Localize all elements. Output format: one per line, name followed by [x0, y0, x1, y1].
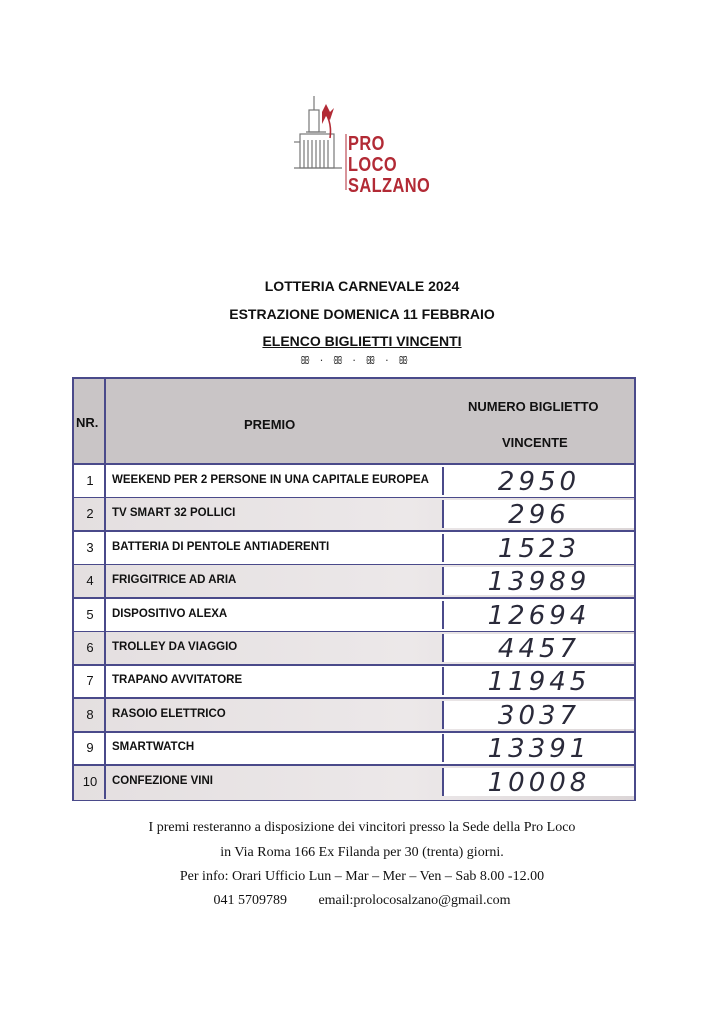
prize-name: TV SMART 32 POLLICI	[112, 507, 236, 520]
ticket-cell	[442, 500, 634, 531]
ticket-cell	[442, 601, 634, 629]
winners-list-title: ELENCO BIGLIETTI VINCENTI	[262, 333, 462, 349]
table-row	[74, 632, 634, 666]
winning-ticket-number: 2950	[497, 467, 581, 497]
winners-table	[72, 377, 636, 801]
winning-ticket-number: 11945	[487, 667, 591, 698]
winning-ticket-number: 4457	[497, 634, 581, 664]
row-number: 10	[82, 773, 98, 789]
table-row	[74, 498, 634, 532]
row-number: 8	[86, 706, 94, 722]
logo-line-2: SALZANO	[348, 175, 431, 197]
header-ticket-line1: NUMERO BIGLIETTO	[468, 399, 599, 414]
table-row	[74, 565, 634, 599]
prize-name: RASOIO ELETTRICO	[112, 707, 226, 720]
prize-name: TROLLEY DA VIAGGIO	[112, 641, 238, 653]
ticket-cell	[442, 701, 634, 729]
prize-name: FRIGGITRICE AD ARIA	[112, 574, 237, 587]
row-number: 9	[86, 740, 94, 756]
table-row	[74, 465, 634, 499]
ticket-cell	[442, 534, 634, 562]
prize-name: WEEKEND PER 2 PERSONE IN UNA CAPITALE EUROPEA	[112, 474, 429, 486]
footer-note: I premi resteranno a disposizione dei vincitori presso la Sede della Pro Loco	[148, 820, 576, 835]
ticket-cell	[442, 667, 634, 698]
table-row	[74, 599, 634, 633]
header-ticket-line2: VINCENTE	[502, 435, 568, 450]
row-number: 3	[86, 539, 94, 555]
email-address: email:prolocosalzano@gmail.com	[318, 893, 511, 908]
table-row	[74, 665, 634, 699]
ticket-cell	[442, 567, 634, 598]
table-row	[74, 532, 634, 566]
winning-ticket-number: 13989	[487, 567, 591, 598]
prize-name: CONFEZIONE VINI	[112, 774, 213, 787]
winning-ticket-number: 13391	[487, 734, 591, 765]
row-number: 5	[86, 606, 94, 622]
winning-ticket-number: 10008	[487, 767, 591, 798]
draw-date: ESTRAZIONE DOMENICA 11 FEBBRAIO	[229, 306, 495, 322]
prize-name: TRAPANO AVVITATORE	[112, 674, 243, 687]
table-row	[74, 699, 634, 733]
row-number: 2	[86, 506, 94, 522]
winning-ticket-number: 1523	[497, 533, 581, 564]
logo-line-1: PRO LOCO	[348, 133, 398, 176]
row-number: 1	[86, 473, 94, 488]
tower-icon	[286, 94, 348, 194]
prize-name: DISPOSITIVO ALEXA	[112, 607, 228, 620]
phone-number: 041 5709789	[213, 893, 287, 908]
ticket-cell	[442, 734, 634, 765]
lottery-title: LOTTERIA CARNEVALE 2024	[264, 278, 460, 294]
table-row	[74, 732, 634, 766]
header-prize: PREMIO	[244, 417, 296, 432]
footer-address: in Via Roma 166 Ex Filanda per 30 (trenta) giorni.	[220, 845, 504, 860]
footer-contacts	[0, 893, 724, 909]
winning-ticket-number: 12694	[487, 600, 591, 631]
row-number: 6	[86, 640, 94, 655]
row-number: 7	[86, 673, 94, 689]
ticket-cell	[442, 634, 634, 662]
row-number: 4	[86, 573, 94, 589]
logo-text	[348, 134, 430, 197]
pro-loco-logo	[286, 94, 446, 197]
header-nr: NR.	[76, 415, 99, 430]
ornament-divider: ꕥ · ꕥ · ꕥ · ꕥ	[300, 354, 412, 367]
ticket-cell	[442, 467, 634, 495]
winning-ticket-number: 3037	[497, 700, 581, 731]
ticket-cell	[442, 768, 634, 796]
column-divider	[104, 379, 106, 799]
winning-ticket-number: 296	[508, 500, 570, 531]
prize-name: SMARTWATCH	[112, 741, 195, 754]
footer-hours: Per info: Orari Ufficio Lun – Mar – Mer – Ven – Sab 8.00 -12.00	[179, 869, 545, 884]
prize-name: BATTERIA DI PENTOLE ANTIADERENTI	[112, 540, 330, 553]
table-row	[74, 766, 634, 800]
table-header	[74, 379, 634, 465]
